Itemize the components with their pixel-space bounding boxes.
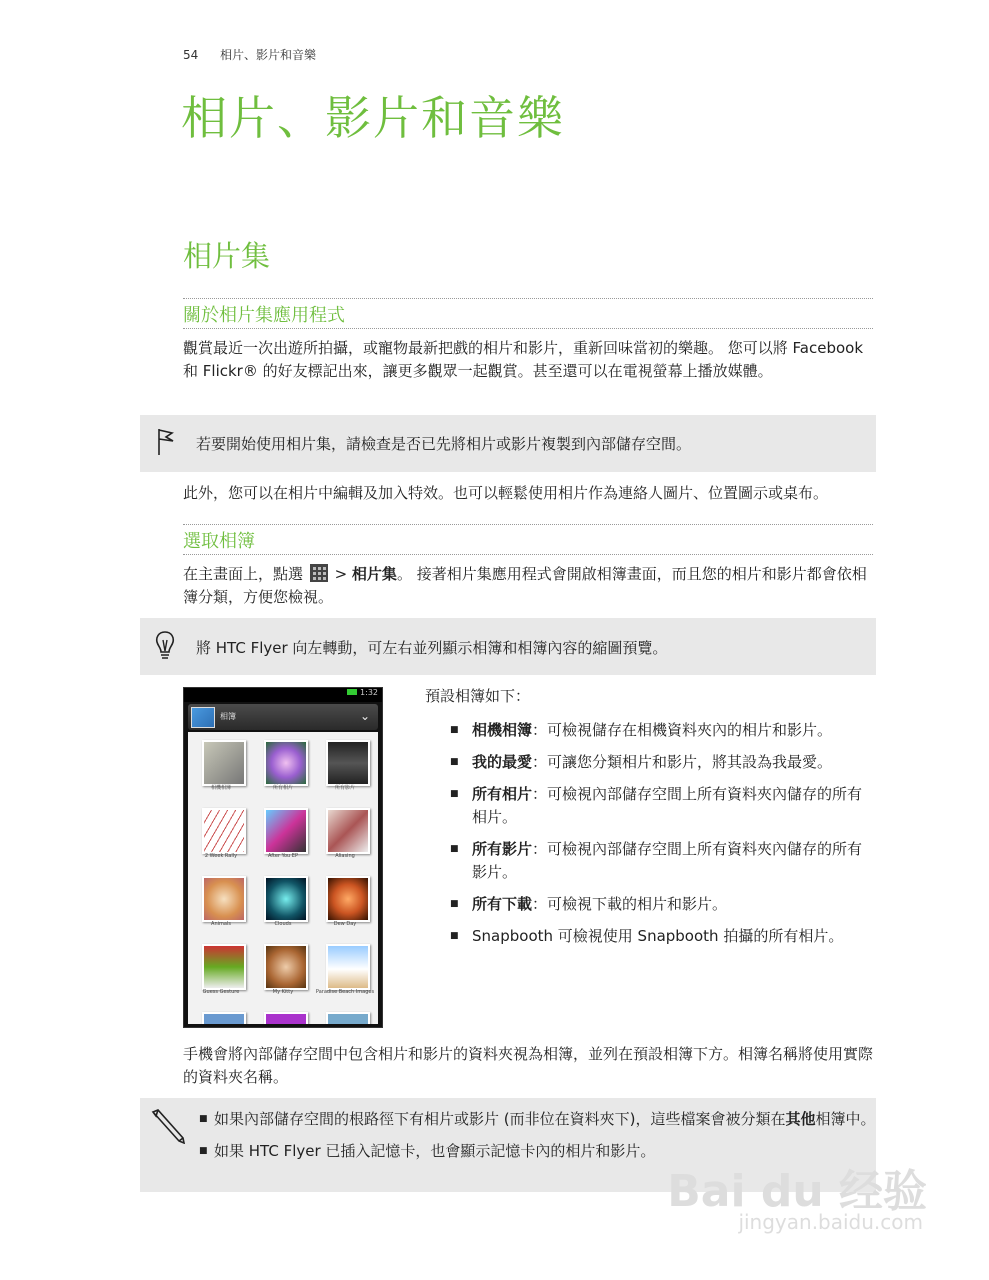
album-thumbnail: [202, 808, 246, 854]
list-item-text: ：可檢視儲存在相機資料夾內的相片和影片。: [532, 721, 833, 739]
album-grid: [188, 732, 378, 1024]
list-item-term: 所有相片: [472, 785, 533, 803]
album-thumbnail: [202, 944, 246, 990]
watermark-url: jingyan.baidu.com: [738, 1210, 923, 1234]
list-item-text: ：可讓您分類相片和影片，將其設為我最愛。: [532, 753, 833, 771]
album-item-partial: [253, 1006, 313, 1024]
album-thumbnail: [264, 1012, 308, 1024]
album-thumbnail: [326, 876, 370, 922]
album-label: 所有影片: [334, 785, 355, 791]
album-thumbnail: [326, 808, 370, 854]
album-label: Aliasing: [335, 853, 355, 859]
album-item[interactable]: [191, 734, 251, 800]
album-thumbnail: [202, 1012, 246, 1024]
chevron-down-icon[interactable]: ⌄: [359, 709, 370, 723]
album-label: Animals: [211, 921, 231, 927]
note1-text-c: 相簿中。: [815, 1110, 876, 1128]
folders-paragraph: 手機會將內部儲存空間中包含相片和影片的資料夾視為相簿，並列在預設相簿下方。相簿名稱將使用實際的資料夾名稱。: [183, 1045, 874, 1086]
album-item-partial: [191, 1006, 251, 1024]
album-label: Guess Gesture: [202, 989, 240, 995]
list-item-text: ：可檢視下載的相片和影片。: [532, 895, 728, 913]
list-item: [196, 1108, 876, 1131]
list-item-text: ：可檢視內部儲存空間上所有資料夾內儲存的所有影片。: [472, 840, 863, 881]
note-text: 若要開始使用相片集，請檢查是否已先將相片或影片複製到內部儲存空間。: [196, 435, 692, 453]
album-thumbnail: [264, 876, 308, 922]
album-item-partial: [315, 1006, 375, 1024]
album-thumbnail: [264, 944, 308, 990]
list-item-term: 所有影片: [472, 840, 533, 858]
album-label: 2 Week Rally: [204, 853, 238, 859]
album-label: 所有相片: [272, 785, 293, 791]
album-thumbnail: [202, 740, 246, 786]
list-item-text: ：可檢視內部儲存空間上所有資料夾內儲存的所有相片。: [472, 785, 863, 826]
album-thumbnail: [326, 1012, 370, 1024]
album-label: 相機相簿: [210, 785, 231, 791]
album-label: My Kitty: [272, 989, 294, 995]
album-item[interactable]: [191, 870, 251, 936]
album-item[interactable]: [315, 734, 375, 800]
tip-text: 將 HTC Flyer 向左轉動，可左右並列顯示相簿和相簿內容的縮圖預覽。: [196, 639, 668, 657]
select-text-b: >: [334, 565, 352, 583]
album-label: Paradise Beach Images: [315, 989, 375, 995]
running-title: 相片、影片和音樂: [220, 48, 317, 62]
watermark-logo: Bai du 经验: [667, 1166, 927, 1217]
album-item[interactable]: [315, 802, 375, 868]
gallery-label: 相片集: [351, 565, 397, 583]
album-item[interactable]: [191, 938, 251, 1004]
album-label: Dew Day: [333, 921, 357, 927]
list-item-text: Snapbooth 可檢視使用 Snapbooth 拍攝的所有相片。: [472, 927, 844, 945]
list-item: [447, 751, 877, 774]
pencil-icon: [150, 1108, 186, 1144]
gallery-app-icon: [191, 707, 215, 728]
album-item[interactable]: [253, 870, 313, 936]
running-header: [183, 46, 316, 63]
album-title-bar[interactable]: [188, 704, 378, 730]
album-thumbnail: [264, 808, 308, 854]
chapter-title: 相片、影片和音樂: [181, 91, 565, 145]
list-item: [447, 719, 877, 742]
section-title: 相片集: [183, 239, 271, 273]
about-paragraph: 觀賞最近一次出遊所拍攝，或寵物最新把戲的相片和影片，重新回味當初的樂趣。 您可以將 Facebook 和 Flickr® 的好友標記出來，讓更多觀眾一起觀賞。甚至還可以在電視螢幕上播放媒體。: [183, 339, 864, 380]
list-item: [447, 925, 877, 948]
album-thumbnail: [202, 876, 246, 922]
album-thumbnail: [326, 944, 370, 990]
album-item[interactable]: [253, 938, 313, 1004]
extra-paragraph: 此外，您可以在相片中編輯及加入特效。也可以輕鬆使用相片作為連絡人圖片、位置圖示或桌布。: [183, 484, 829, 502]
note2-text: 如果 HTC Flyer 已插入記憶卡，也會顯示記憶卡內的相片和影片。: [214, 1142, 656, 1160]
tip-box: [140, 618, 876, 675]
album-item[interactable]: [253, 802, 313, 868]
subsection-title-about: 關於相片集應用程式: [183, 298, 873, 329]
list-item-term: 相機相簿: [472, 721, 533, 739]
all-apps-icon: [310, 564, 328, 582]
note-box: [140, 415, 876, 472]
status-time: 1:32: [360, 688, 378, 697]
album-item[interactable]: [315, 870, 375, 936]
album-item[interactable]: [191, 802, 251, 868]
list-item-term: 我的最愛: [472, 753, 533, 771]
select-text-a: 在主畫面上，點選: [183, 565, 304, 583]
defaults-intro: 預設相簿如下：: [425, 687, 531, 705]
select-text-c: 。 接著相片集應用程式會開啟相簿畫面，而且您的相片和影片都會依相簿分類，方便您檢視。: [183, 565, 867, 606]
page-number: 54: [183, 48, 199, 62]
select-paragraph: [183, 563, 875, 609]
album-item[interactable]: [253, 734, 313, 800]
list-item-term: 所有下載: [472, 895, 533, 913]
note1-text-a: 如果內部儲存空間的根路徑下有相片或影片 (而非位在資料夾下)，這些檔案會被分類在: [214, 1110, 786, 1128]
subsection-title-select: 選取相簿: [183, 524, 873, 555]
album-label: Clouds: [274, 921, 292, 927]
status-bar: [184, 688, 382, 702]
list-item: [447, 893, 877, 916]
list-item: [447, 783, 877, 829]
album-thumbnail: [264, 740, 308, 786]
lightbulb-icon: [153, 629, 177, 663]
list-item: [447, 838, 877, 884]
album-thumbnail: [326, 740, 370, 786]
album-item[interactable]: [315, 938, 375, 1004]
album-label: After You EP: [268, 853, 298, 859]
flag-icon: [156, 427, 176, 457]
note1-bold: 其他: [785, 1110, 816, 1128]
phone-screenshot: [183, 687, 383, 1028]
album-title: 相簿: [220, 712, 236, 721]
battery-icon: [347, 689, 357, 695]
default-albums-list: [447, 719, 877, 957]
